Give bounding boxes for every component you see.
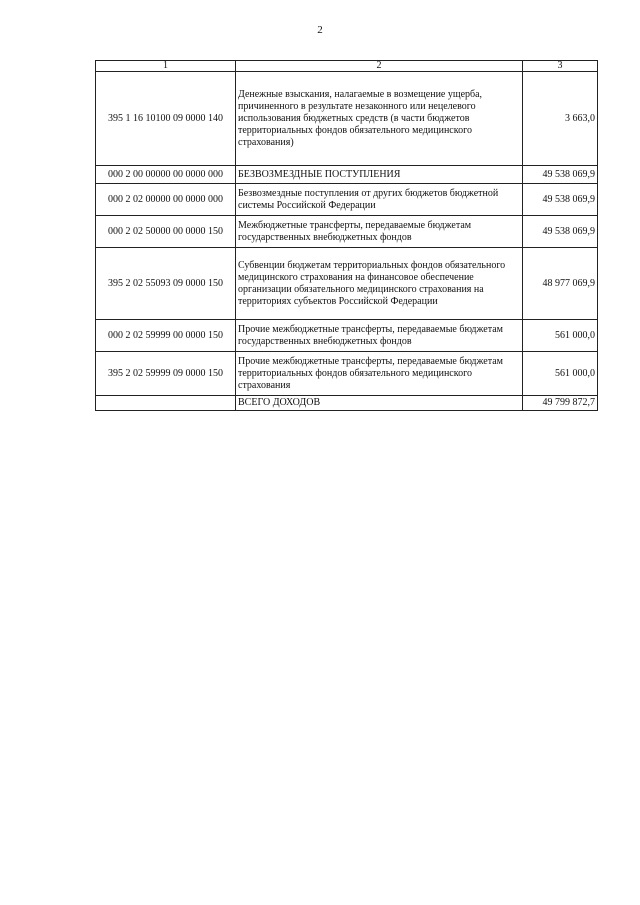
revenue-table	[95, 60, 598, 411]
budget-code: 000 2 00 00000 00 0000 000	[96, 166, 236, 184]
total-label: ВСЕГО ДОХОДОВ	[236, 396, 523, 411]
table-row	[96, 216, 598, 248]
total-amount: 49 799 872,7	[523, 396, 598, 411]
column-header-amount: 3	[523, 61, 598, 72]
table-row	[96, 248, 598, 320]
revenue-amount: 561 000,0	[523, 352, 598, 396]
table-row	[96, 166, 598, 184]
revenue-amount: 3 663,0	[523, 72, 598, 166]
revenue-name: Денежные взыскания, налагаемые в возмещение ущерба, причиненного в результате незаконного или нецелевого использования бюджетных средств (в части бюджетов территориальных фондов обязательного медицинского страхования)	[236, 72, 523, 166]
table-row	[96, 72, 598, 166]
column-header-name: 2	[236, 61, 523, 72]
table-row	[96, 184, 598, 216]
table-total-row	[96, 396, 598, 411]
revenue-name: БЕЗВОЗМЕЗДНЫЕ ПОСТУПЛЕНИЯ	[236, 166, 523, 184]
budget-code: 395 1 16 10100 09 0000 140	[96, 72, 236, 166]
revenue-amount: 49 538 069,9	[523, 216, 598, 248]
budget-code: 395 2 02 55093 09 0000 150	[96, 248, 236, 320]
budget-code: 000 2 02 59999 00 0000 150	[96, 320, 236, 352]
revenue-amount: 48 977 069,9	[523, 248, 598, 320]
revenue-name: Межбюджетные трансферты, передаваемые бюджетам государственных внебюджетных фондов	[236, 216, 523, 248]
table-row	[96, 320, 598, 352]
table-row	[96, 352, 598, 396]
revenue-name: Субвенции бюджетам территориальных фондов обязательного медицинского страхования на финансовое обеспечение организации обязательного медицинского страхования на территориях субъектов Российской Федерации	[236, 248, 523, 320]
revenue-amount: 561 000,0	[523, 320, 598, 352]
revenue-name: Безвозмездные поступления от других бюджетов бюджетной системы Российской Федерации	[236, 184, 523, 216]
budget-code: 000 2 02 50000 00 0000 150	[96, 216, 236, 248]
revenue-amount: 49 538 069,9	[523, 184, 598, 216]
budget-code	[96, 396, 236, 411]
revenue-name: Прочие межбюджетные трансферты, передаваемые бюджетам территориальных фондов обязательного медицинского страхования	[236, 352, 523, 396]
revenue-amount: 49 538 069,9	[523, 166, 598, 184]
revenue-name: Прочие межбюджетные трансферты, передаваемые бюджетам государственных внебюджетных фондов	[236, 320, 523, 352]
page-number: 2	[317, 24, 323, 36]
budget-code: 395 2 02 59999 09 0000 150	[96, 352, 236, 396]
column-header-code: 1	[96, 61, 236, 72]
table-header-row	[96, 61, 598, 72]
budget-code: 000 2 02 00000 00 0000 000	[96, 184, 236, 216]
